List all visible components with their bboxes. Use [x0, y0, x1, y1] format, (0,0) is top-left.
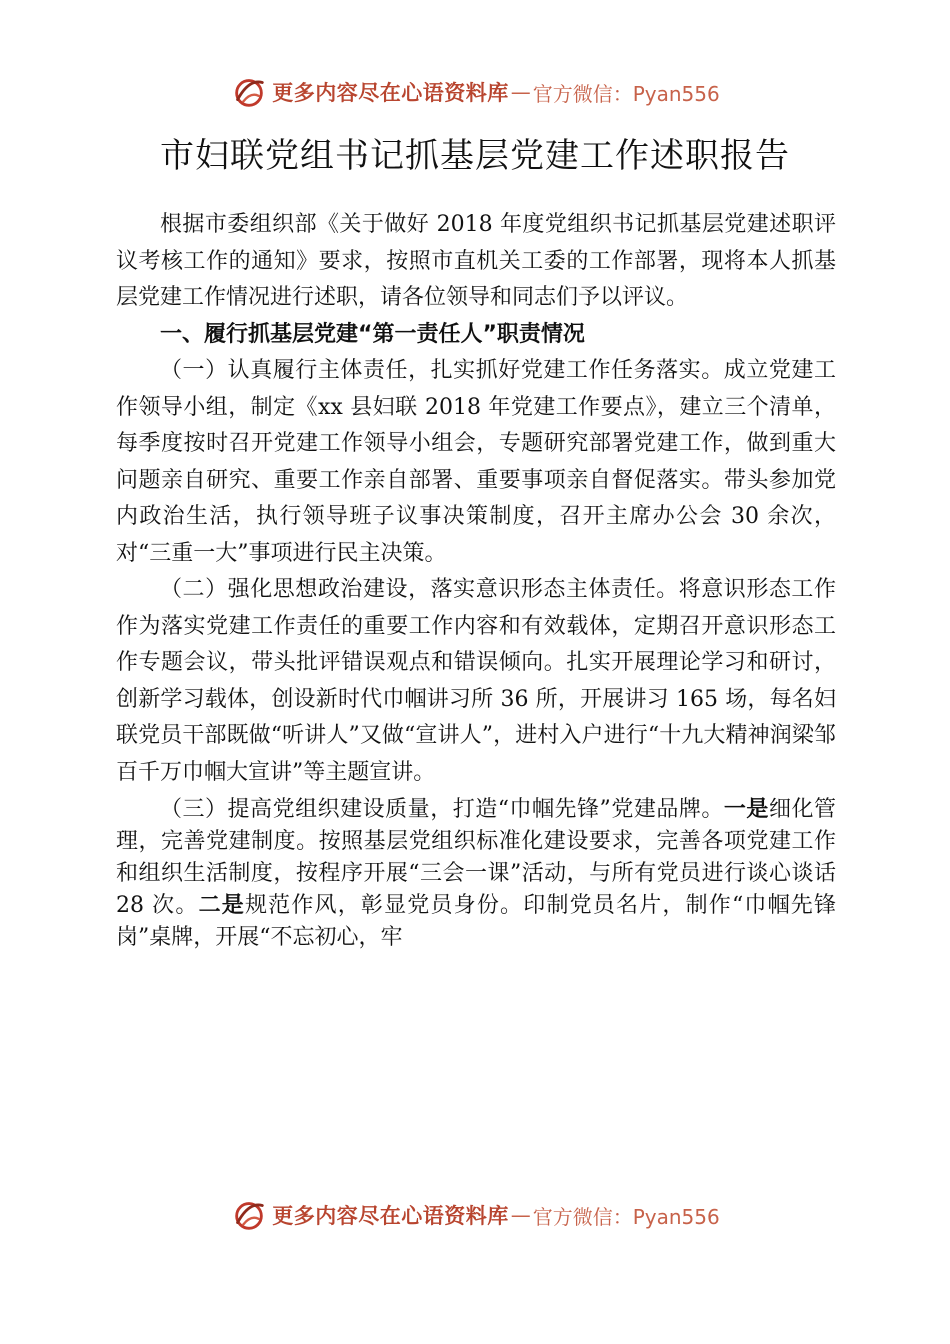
point-2-label: 二是	[198, 893, 245, 918]
point-1-label: 一是	[723, 797, 769, 822]
watermark-banner-top	[0, 72, 950, 112]
watermark-text: 更多内容尽在心语资料库	[272, 80, 509, 105]
paragraph-1: （一）认真履行主体责任，扎实抓好党建工作任务落实。成立党建工作领导小组，制定《xx 县妇联 2018 年党建工作要点》，建立三个清单，每季度按时召开党建工作领导小组会，专题研究部署党建工作，做到重大问题亲自研究、重要工作亲自部署、重要事项亲自督促落实。带头参加党内政治生活，执行领导班子议事决策制度，召开主席办公会 30 余次，对“三重一大”事项进行民主决策。	[116, 358, 836, 566]
watermark-banner-bottom	[0, 1195, 950, 1235]
watermark-contact: 官方微信：Pyan556	[532, 81, 720, 106]
watermark-dash: —	[510, 80, 531, 104]
watermark-text: 更多内容尽在心语资料库	[272, 1203, 509, 1228]
point-1-text: 细化管理，完善党建制度。按照基层党组织标准化建设要求，完善各项党建工作和组织生活制度，按程序开展“三会一课”活动，与所有党员进行谈心谈话 28 次。	[116, 797, 836, 918]
document-body	[116, 207, 836, 954]
watermark-dash: —	[510, 1203, 531, 1227]
paragraph-2: （二）强化思想政治建设，落实意识形态主体责任。将意识形态工作作为落实党建工作责任的重要工作内容和有效载体，定期召开意识形态工作专题会议，带头批评错误观点和错误倾向。扎实开展理论学习和研讨，创新学习载体，创设新时代巾帼讲习所 36 所，开展讲习 165 场，每名妇联党员干部既做“听讲人”又做“宣讲人”，进村入户进行“十九大精神润梁邹 百千万巾帼大宣讲”等主题宣讲。	[116, 577, 836, 785]
swirl-logo-icon	[230, 73, 268, 111]
point-2-text: 规范作风，彰显党员身份。印制党员名片，制作“巾帼先锋岗”桌牌，开展“不忘初心，牢	[116, 893, 836, 950]
watermark-contact: 官方微信：Pyan556	[532, 1204, 720, 1229]
intro-paragraph: 根据市委组织部《关于做好 2018 年度党组织书记抓基层党建述职评议考核工作的通知》要求，按照市直机关工委的工作部署，现将本人抓基层党建工作情况进行述职，请各位领导和同志们予以评议。	[116, 212, 836, 310]
swirl-logo-icon	[230, 1196, 268, 1234]
document-title: 市妇联党组书记抓基层党建工作述职报告	[160, 136, 790, 176]
paragraph-3-lead: （三）提高党组织建设质量，打造“巾帼先锋”党建品牌。	[160, 797, 724, 822]
section-heading: 一、履行抓基层党建“第一责任人”职责情况	[160, 321, 585, 347]
paragraph-3	[116, 794, 836, 954]
